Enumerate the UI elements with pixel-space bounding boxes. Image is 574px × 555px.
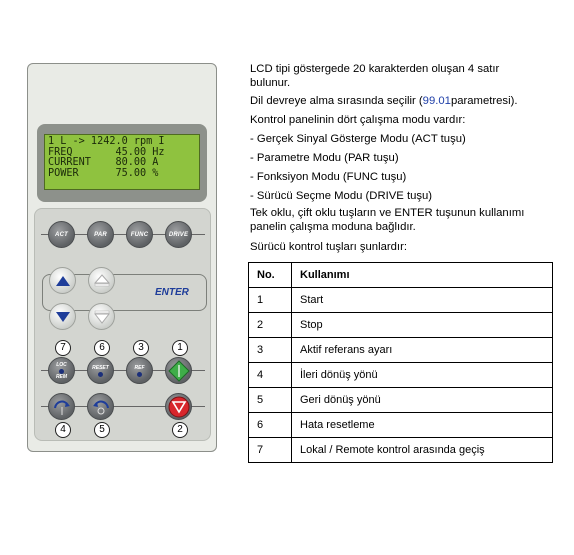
down-arrow-icon	[55, 311, 71, 323]
mode-item: - Parametre Modu (PAR tuşu)	[250, 152, 399, 164]
table-cell-no: 6	[249, 413, 292, 438]
callout-4: 4	[55, 422, 71, 438]
reset-label: RESET	[92, 364, 109, 371]
single-down-arrow-button[interactable]	[49, 303, 76, 330]
mode-item: - Fonksiyon Modu (FUNC tuşu)	[250, 171, 407, 183]
loc-rem-button[interactable]	[48, 357, 75, 384]
up-arrow-icon	[55, 275, 71, 287]
lcd-line-1: 1 L -> 1242.0 rpm I	[48, 136, 165, 147]
table-cell-usage: Aktif referans ayarı	[292, 338, 553, 363]
table-cell-no: 4	[249, 363, 292, 388]
act-label: ACT	[55, 231, 68, 238]
par-label: PAR	[94, 231, 107, 238]
reverse-direction-button[interactable]	[87, 393, 114, 420]
table-cell-no: 7	[249, 438, 292, 463]
table-cell-no: 2	[249, 313, 292, 338]
parameter-link[interactable]: 99.01	[422, 95, 451, 107]
indicator-dot	[98, 372, 103, 377]
lcd-display	[44, 134, 200, 190]
func-button[interactable]	[126, 221, 153, 248]
drive-button[interactable]	[165, 221, 192, 248]
reset-button[interactable]	[87, 357, 114, 384]
table-cell-usage: Lokal / Remote kontrol arasında geçiş	[292, 438, 553, 463]
callout-2: 2	[172, 422, 188, 438]
ref-button[interactable]	[126, 357, 153, 384]
func-label: FUNC	[130, 231, 149, 238]
table-header-usage: Kullanımı	[292, 263, 553, 288]
table-row	[249, 288, 553, 313]
language-text-pre: Dil devreye alma sırasında seçilir (	[250, 95, 423, 107]
table-row	[249, 313, 553, 338]
lcd-line-3: CURRENT 80.00 A	[48, 157, 159, 168]
drive-label: DRIVE	[168, 231, 189, 238]
forward-direction-button[interactable]	[48, 393, 75, 420]
ref-label: REF	[134, 364, 145, 371]
table-row	[249, 413, 553, 438]
callout-7: 7	[55, 340, 71, 356]
paragraph-drive-keys: Sürücü kontrol tuşları şunlardır:	[250, 241, 407, 253]
callout-3: 3	[133, 340, 149, 356]
lcd-line-4: POWER 75.00 %	[48, 167, 159, 179]
table-header-no: No.	[249, 263, 292, 288]
loc-label: LOC	[56, 361, 67, 368]
lcd-frame	[37, 124, 207, 202]
table-cell-no: 1	[249, 288, 292, 313]
reverse-arrow-icon	[91, 397, 111, 417]
control-panel	[27, 63, 217, 452]
single-up-arrow-button[interactable]	[49, 267, 76, 294]
callout-5: 5	[94, 422, 110, 438]
paragraph-lcd: LCD tipi göstergede 20 karakterden oluşan 4 satır bulunur.	[250, 63, 500, 89]
double-up-arrow-icon	[94, 274, 110, 288]
mode-item: - Gerçek Sinyal Gösterge Modu (ACT tuşu)	[250, 133, 466, 145]
enter-button[interactable]: ENTER	[155, 287, 189, 298]
stop-icon	[168, 396, 190, 418]
table-cell-usage: Start	[292, 288, 553, 313]
start-diamond-icon	[168, 360, 190, 382]
table-row	[249, 363, 553, 388]
paragraph-language	[250, 94, 550, 108]
table-header-row	[249, 263, 553, 288]
stop-button[interactable]	[165, 393, 192, 420]
language-text-post: parametresi).	[450, 95, 518, 107]
keypad	[34, 208, 211, 441]
start-button[interactable]	[165, 357, 192, 384]
par-button[interactable]	[87, 221, 114, 248]
table-row	[249, 438, 553, 463]
table-cell-usage: İleri dönüş yönü	[292, 363, 553, 388]
lcd-line-2: FREQ 45.00 Hz	[48, 146, 165, 158]
table-cell-usage: Hata resetleme	[292, 413, 553, 438]
act-button[interactable]	[48, 221, 75, 248]
indicator-dot	[137, 372, 142, 377]
table-row	[249, 338, 553, 363]
double-down-arrow-icon	[94, 310, 110, 324]
rem-label: REM	[55, 373, 68, 380]
paragraph-modes-intro: Kontrol panelinin dört çalışma modu vardır:	[250, 114, 466, 126]
callout-6: 6	[94, 340, 110, 356]
forward-arrow-icon	[52, 397, 72, 417]
table-cell-usage: Geri dönüş yönü	[292, 388, 553, 413]
table-row	[249, 388, 553, 413]
paragraph-keys: Tek oklu, çift oklu tuşların ve ENTER tuşunun kullanımı panelin çalışma moduna bağlıdır.	[250, 207, 525, 233]
key-usage-table	[248, 262, 553, 463]
double-up-arrow-button[interactable]	[88, 267, 115, 294]
callout-1: 1	[172, 340, 188, 356]
double-down-arrow-button[interactable]	[88, 303, 115, 330]
table-cell-no: 5	[249, 388, 292, 413]
table-cell-no: 3	[249, 338, 292, 363]
mode-item: - Sürücü Seçme Modu (DRIVE tuşu)	[250, 190, 433, 202]
table-cell-usage: Stop	[292, 313, 553, 338]
